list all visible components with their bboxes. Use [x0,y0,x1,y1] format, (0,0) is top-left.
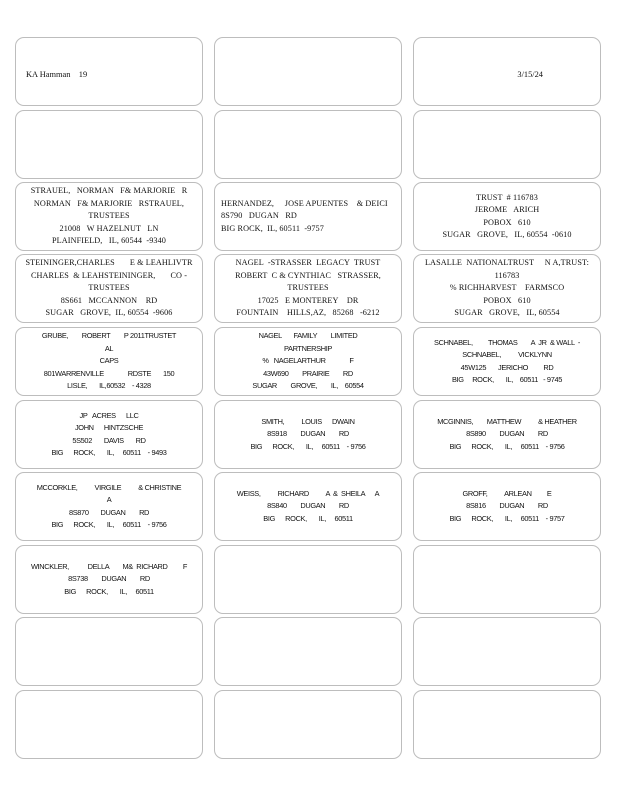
address-line: 21008 W HAZELNUT LN [59,223,159,233]
address-line: % RICHHARVEST FARMSCO [449,283,565,293]
address-line: 8S890 DUGAN RD [466,429,548,439]
address-line: BIG ROCK, IL, 60511 - 9756 [51,520,167,529]
address-line: 8S738 DUGAN RD [68,574,150,584]
address-line: BIG ROCK, IL, 60511 [263,513,353,523]
address-label [15,182,203,251]
address-line: NAGEL FAMILY LIMITED [258,331,358,341]
address-line: SUGAR GROVE, IL, 60554 [454,308,560,318]
address-line: BIG ROCK, IL, 60511 - 9757 [449,513,565,523]
address-line: MCGINNIS, MATTHEW & HEATHER [437,416,577,426]
address-label [15,400,203,469]
address-line: 8S870 DUGAN RD [68,507,150,517]
address-line: HERNANDEZ, JOSE APUENTES & DEICI [221,198,388,208]
address-line: 5S502 DAVIS RD [72,435,146,445]
address-line: A [106,495,112,504]
address-line: SMITH, LOUIS DWAIN [261,416,355,426]
address-line: 8S790 DUGAN RD [221,211,297,221]
address-label [15,327,203,396]
address-line: LISLE, IL,60532 - 4328 [67,381,151,391]
address-line: WINCKLER, DELLA M& RICHARD F [30,561,188,571]
address-line: % NAGELARTHUR F [262,356,354,366]
label-blank [214,617,402,686]
address-line: 43W690 PRAIRIE RD [263,368,353,378]
address-line: SUGAR GROVE, IL, 60554 -0610 [442,230,572,239]
address-line: ROBERT C & CYNTHIAC STRASSER, [235,270,381,280]
address-line: BIG ROCK, IL, 60511 [64,586,154,596]
address-line: 8S816 DUGAN RD [466,501,548,511]
address-line: TRUSTEES [88,283,130,293]
label-blank [214,37,402,106]
address-line: POBOX 610 [483,295,531,305]
address-label [214,254,402,323]
address-label [214,472,402,541]
label-blank [15,690,203,759]
address-line: BIG ROCK, IL, 60511 -9757 [221,223,324,233]
address-line: BIG ROCK, IL, 60511 - 9756 [250,441,366,451]
label-blank [214,545,402,614]
header-left-text: KA Hamman 19 [26,70,88,79]
address-line: 8S840 DUGAN RD [267,501,349,511]
address-label [413,182,601,251]
address-line: SUGAR GROVE, IL, 60554 [252,381,364,391]
label-blank [413,690,601,759]
address-line: BIG ROCK, IL, 60511 - 9745 [452,375,562,384]
address-line: GRUBE, ROBERT P 2011TRUSTET [41,331,177,341]
label-blank [413,110,601,179]
address-line: PARTNERSHIP [283,343,333,353]
address-line: STRAUEL, NORMAN F& MARJORIE R [30,186,188,196]
address-line: PLAINFIELD, IL, 60544 -9340 [52,236,166,246]
address-line: FOUNTAIN HILLS,AZ, 85268 -6212 [236,308,380,318]
address-line: STEININGER,CHARLES E & LEAHLIVTR [25,258,193,268]
address-line: 17025 E MONTEREY DR [257,295,359,305]
label-blank [413,617,601,686]
address-label [413,327,601,396]
address-line: WEISS, RICHARD A & SHEILA A [236,488,380,498]
address-label [214,400,402,469]
address-line: 45W125 JERICHO RD [460,362,554,372]
label-header-left [15,37,203,106]
label-header-right [413,37,601,106]
address-line: SUGAR GROVE, IL, 60554 -9606 [45,308,173,318]
address-line: BIG ROCK, IL, 60511 - 9756 [449,441,565,451]
address-label [15,254,203,323]
label-blank [15,617,203,686]
label-blank [214,110,402,179]
address-line: POBOX 610 [483,217,531,227]
address-label [413,254,601,323]
address-line: GROFF, ARLEAN E [462,488,552,498]
address-line: NAGEL -STRASSER LEGACY TRUST [235,258,381,268]
address-label [15,545,203,614]
address-line: JEROME ARICH [474,205,540,214]
address-label [214,327,402,396]
address-label [214,182,402,251]
label-blank [214,690,402,759]
address-line: NORMAN F& MARJORIE RSTRAUEL, [33,198,185,208]
address-line: TRUSTEES [287,283,329,293]
label-blank [413,545,601,614]
address-label [413,400,601,469]
header-date: 3/15/24 [517,70,543,79]
address-line: 8S918 DUGAN RD [267,429,349,439]
address-line: BIG ROCK, IL, 60511 - 9493 [51,448,167,457]
address-label [413,472,601,541]
address-line: JOHN HINTZSCHE [74,423,144,432]
address-line: MCCORKLE, VIRGILE & CHRISTINE [36,482,182,492]
address-line: AL [104,343,114,353]
label-blank [15,110,203,179]
address-line: 116783 [494,270,520,280]
address-line: SCHNABEL, THOMAS A JR & WALL - [434,337,580,347]
address-label [15,472,203,541]
address-line: 801WARRENVILLE RDSTE 150 [43,368,175,378]
address-line: 8S661 MCCANNON RD [60,295,158,305]
address-line: TRUSTEES [88,211,130,221]
address-line: LASALLE NATIONALTRUST N A,TRUST: [424,258,590,268]
address-line: CAPS [99,356,119,366]
address-line: JP ACRES LLC [79,410,139,420]
address-line: TRUST # 116783 [476,192,538,202]
address-line: CHARLES & LEAHSTEININGER, CO - [30,270,188,280]
address-line: SCHNABEL, VICKLYNN [462,350,552,359]
